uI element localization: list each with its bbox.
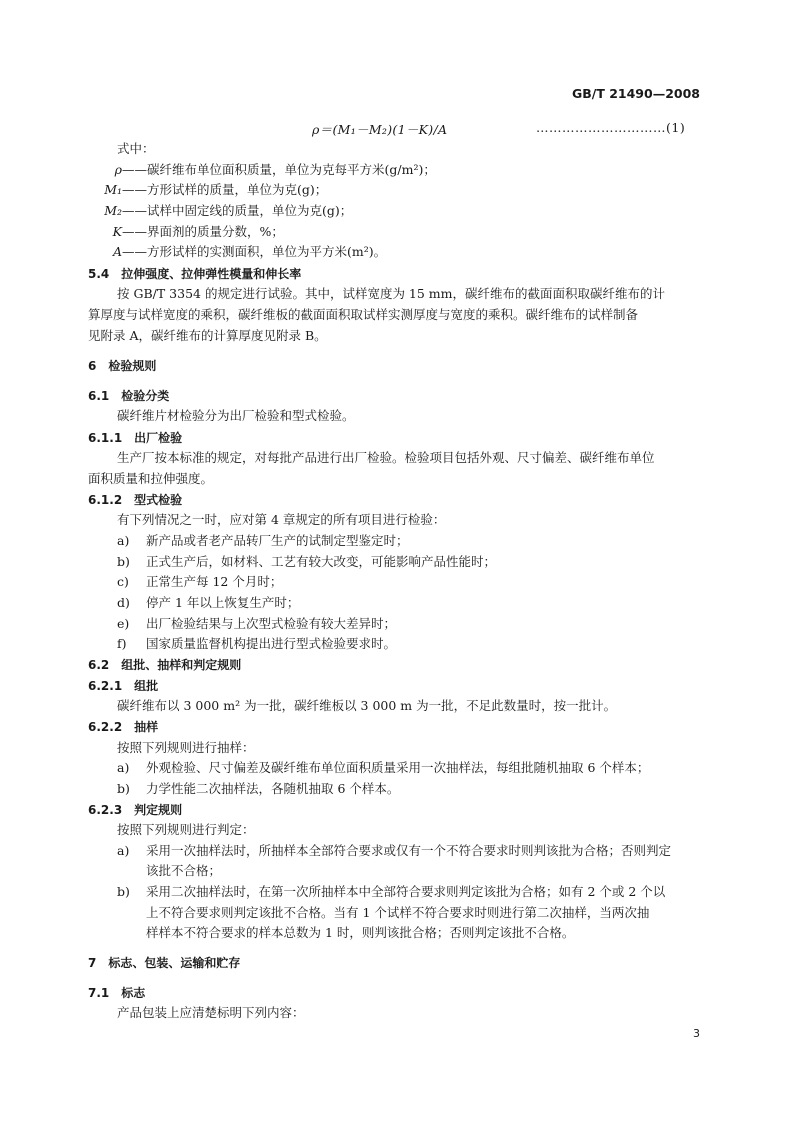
- symbol-definition: ——方形试样的实测面积，单位为平方米(m²)。: [122, 244, 387, 259]
- list-marker: a): [117, 843, 130, 858]
- section-7-heading: 7 标志、包装、运输和贮存: [88, 956, 241, 970]
- equation-number: …………………………(1): [536, 120, 686, 135]
- paragraph-line: 按照下列规则进行抽样：: [117, 740, 255, 755]
- symbol-row-rho: [100, 160, 436, 180]
- symbol-row-k: [100, 222, 284, 242]
- symbol-definition: ——试样中固定线的质量，单位为克(g)；: [122, 203, 353, 218]
- list-text: 国家质量监督机构提出进行型式检验要求时。: [146, 636, 397, 651]
- list-text: 新产品或者老产品转厂生产的试制定型鉴定时；: [146, 533, 409, 548]
- list-text-continuation: 该批不合格；: [146, 863, 222, 878]
- where-label: 式中：: [117, 141, 155, 156]
- symbol-definition: ——碳纤维布单位面积质量，单位为克每平方米(g/m²)；: [122, 162, 436, 177]
- list-text-continuation: 上不符合要求则判定该批不合格。当有 1 个试样不符合要求时则进行第二次抽样，当两次抽: [146, 905, 650, 920]
- list-marker: e): [117, 616, 130, 631]
- symbol-definition: ——方形试样的质量，单位为克(g)；: [122, 182, 328, 197]
- list-text: 力学性能二次抽样法，各随机抽取 6 个样本。: [146, 781, 400, 796]
- section-6-2-heading: 6.2 组批、抽样和判定规则: [88, 658, 242, 672]
- symbol-row-a: [100, 242, 386, 262]
- paragraph-line: 有下列情况之一时，应对第 4 章规定的所有项目进行检验：: [117, 512, 446, 527]
- paragraph-line: 碳纤维片材检验分为出厂检验和型式检验。: [117, 408, 355, 423]
- list-marker: a): [117, 760, 130, 775]
- list-marker: b): [117, 884, 130, 899]
- section-7-1-heading: 7.1 标志: [88, 986, 146, 1000]
- paragraph-line: 按 GB/T 3354 的规定进行试验。其中，试样宽度为 15 mm，碳纤维布的截面面积取碳纤维布的计: [117, 286, 666, 301]
- list-text-continuation: 样样本不符合要求的样本总数为 1 时，则判该批合格；否则判定该批不合格。: [146, 925, 575, 940]
- symbol: K: [112, 224, 122, 239]
- list-marker: a): [117, 533, 130, 548]
- paragraph-line: 产品包装上应清楚标明下列内容：: [117, 1005, 305, 1020]
- formula-expression: ρ＝(M₁－M₂)(1－K)/A: [312, 122, 448, 137]
- symbol: ρ: [114, 162, 122, 177]
- section-5-4-heading: 5.4 拉伸强度、拉伸弹性模量和伸长率: [88, 267, 302, 281]
- formula-row: [0, 120, 793, 140]
- section-6-1-1-heading: 6.1.1 出厂检验: [88, 431, 183, 445]
- section-6-2-1-heading: 6.2.1 组批: [88, 679, 159, 693]
- list-text: 停产 1 年以上恢复生产时；: [146, 595, 300, 610]
- symbol: M₁: [104, 182, 122, 197]
- paragraph-line: 生产厂按本标准的规定，对每批产品进行出厂检验。检验项目包括外观、尺寸偏差、碳纤维布单位: [117, 450, 655, 465]
- list-text: 正常生产每 12 个月时；: [146, 574, 283, 589]
- symbol-row-m2: [100, 201, 352, 221]
- symbol-row-m1: [100, 180, 327, 200]
- list-text: 采用二次抽样法时，在第一次所抽样本中全部符合要求则判定该批为合格；如有 2 个或 2 个以: [146, 884, 666, 899]
- list-text: 出厂检验结果与上次型式检验有较大差异时；: [146, 616, 397, 631]
- list-marker: f): [117, 636, 127, 651]
- paragraph-line: 见附录 A，碳纤维布的计算厚度见附录 B。: [88, 328, 327, 343]
- paragraph-line: 面积质量和拉伸强度。: [88, 471, 214, 486]
- list-text: 正式生产后，如材料、工艺有较大改变，可能影响产品性能时；: [146, 554, 497, 569]
- section-6-2-3-heading: 6.2.3 判定规则: [88, 803, 183, 817]
- symbol: A: [112, 244, 122, 259]
- section-6-1-heading: 6.1 检验分类: [88, 389, 170, 403]
- paragraph-line: 算厚度与试样宽度的乘积，碳纤维板的截面面积取试样实测厚度与宽度的乘积。碳纤维布的试样制备: [88, 307, 639, 322]
- list-text: 采用一次抽样法时，所抽样本全部符合要求或仅有一个不符合要求时则判该批为合格；否则判定: [146, 843, 672, 858]
- symbol: M₂: [104, 203, 122, 218]
- list-marker: c): [117, 574, 129, 589]
- list-marker: b): [117, 781, 130, 796]
- list-marker: b): [117, 554, 130, 569]
- list-marker: d): [117, 595, 130, 610]
- page-number: 3: [693, 1027, 700, 1040]
- symbol-definition: ——界面剂的质量分数，%；: [122, 224, 284, 239]
- list-text: 外观检验、尺寸偏差及碳纤维布单位面积质量采用一次抽样法，每组批随机抽取 6 个样本；: [146, 760, 650, 775]
- standard-code: GB/T 21490—2008: [571, 86, 700, 101]
- section-6-1-2-heading: 6.1.2 型式检验: [88, 493, 183, 507]
- section-6-heading: 6 检验规则: [88, 359, 157, 373]
- paragraph-line: 按照下列规则进行判定：: [117, 822, 255, 837]
- paragraph-line: 碳纤维布以 3 000 m² 为一批，碳纤维板以 3 000 m 为一批，不足此数量时，按一批计。: [117, 698, 617, 713]
- section-6-2-2-heading: 6.2.2 抽样: [88, 720, 159, 734]
